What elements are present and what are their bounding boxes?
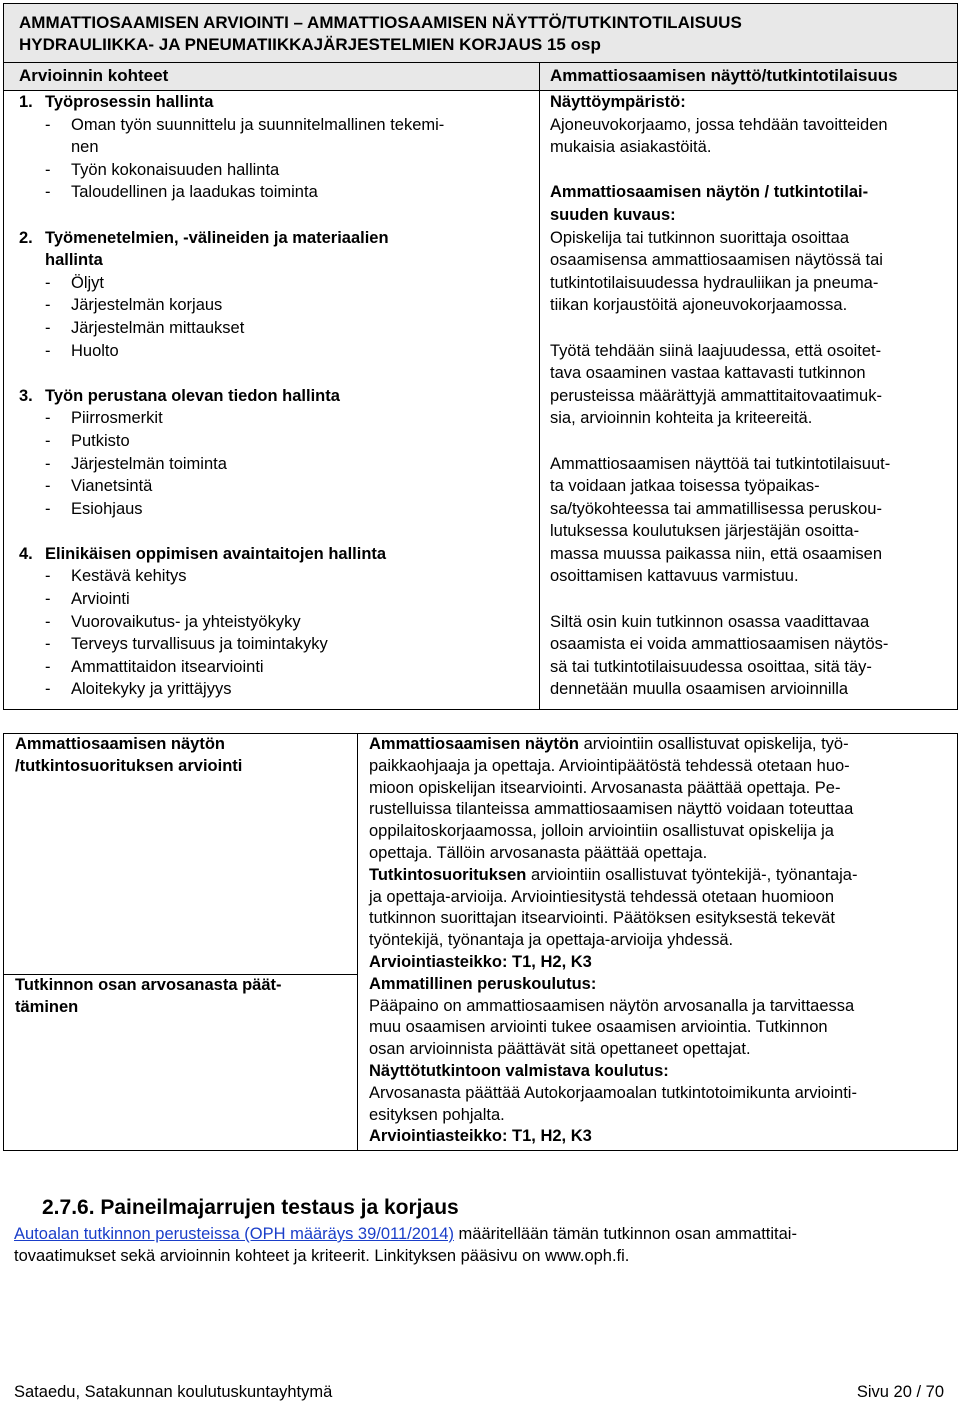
environment-text: Ajoneuvokorjaamo, jossa tehdään tavoitteiden [550,115,888,134]
sub-item: Arviointi [71,590,130,609]
paragraph-line: osan arvioinnista päättävät sitä opettaneet opettajat. [369,1040,751,1059]
environment-text: mukaisia asiakastöitä. [550,138,712,157]
paragraph-text: määritellään tämän tutkinnon osan ammattitai- [453,1225,797,1243]
paragraph-line: ja opettaja-arvioija. Arviointiesitystä tehdessä otetaan huomioon [369,887,835,906]
paragraph-line: arviointiin osallistuvat työntekijä-, työnantaja- [526,865,858,884]
sub-item: Vuorovaikutus- ja yhteistyökyky [71,612,301,631]
header-line-1: AMMATTIOSAAMISEN ARVIOINTI – AMMATTIOSAAMISEN NÄYTTÖ/TUTKINTOTILAISUUS [19,13,742,32]
column-heading-objectives: Arvioinnin kohteet [4,63,540,91]
sub-item: Kestävä kehitys [71,567,187,586]
grade-label: Tutkinnon osan arvosanasta päät- [15,976,282,994]
sub-item: Putkisto [71,431,130,450]
assessment-text-cell [358,734,958,1151]
paragraph-line: tutkinnon suorittajan itsearviointi. Päätöksen esityksestä tekevät [369,909,835,928]
column-heading-demonstration: Ammattiosaamisen näyttö/tutkintotilaisuus [540,63,958,91]
paragraph-text: tovaatimukset sekä arvioinnin kohteet ja kriteerit. Linkityksen pääsivu on www.oph.fi. [14,1247,630,1265]
demonstration-cell [540,91,958,710]
sub-item: Vianetsintä [71,477,153,496]
sub-item: Esiohjaus [71,499,143,518]
item-title: Työmenetelmien, -välineiden ja materiaalien [45,228,389,247]
paragraph-line: ta voidaan jatkaa toisessa työpaikas- [550,477,820,496]
exam-label: Tutkintosuorituksen [369,865,527,884]
item-number: 3. [19,386,33,405]
item-title-continued: hallinta [45,251,103,270]
sub-item: Järjestelmän mittaukset [71,318,245,337]
paragraph-line: Siltä osin kuin tutkinnon osassa vaadittavaa [550,612,870,631]
paragraph-line: Arvosanasta päättää Autokorjaamoalan tutkintotoimikunta arviointi- [369,1083,857,1102]
scale-value: : T1, H2, K3 [501,952,592,971]
sub-item-continued: nen [71,138,99,157]
paragraph-line: perusteissa määrättyjä ammattitaitovaatimuk- [550,386,882,405]
page-number: Sivu 20 / 70 [856,1383,944,1401]
section-heading: 2.7.6. Paineilmajarrujen testaus ja korjaus [42,1196,459,1219]
scale-line: Arviointiasteikko: T1, H2, K3 [369,1127,592,1146]
curriculum-link[interactable]: Autoalan tutkinnon perusteissa (OPH määräys 39/011/2014) [14,1225,454,1243]
footer-organization: Sataedu, Satakunnan koulutuskuntayhtymä [14,1383,333,1401]
sub-item: Aloitekyky ja yrittäjyys [71,680,232,699]
preparatory-label: Näyttötutkintoon valmistava koulutus: [369,1061,669,1080]
objective-item: 3. Työn perustana olevan tiedon hallinta - Piirrosmerkit - Putkisto - Järjestelmän toiminta - Vianetsintä - Esiohjaus [19,386,340,518]
objective-item: 4. Elinikäisen oppimisen avaintaitojen hallinta - Kestävä kehitys - Arviointi - Vuorovaikutus- ja yhteistyökyky - Terveys turvallisuus ja toimintakyky - Ammattitaidon itsearviointi - Aloitekyky ja yrittäjyys [19,544,387,699]
header-line-2: HYDRAULIIKKA- JA PNEUMATIIKKAJÄRJESTELMIEN KORJAUS 15 osp [19,35,601,54]
sub-item: Järjestelmän toiminta [71,454,227,473]
paragraph-line: Työtä tehdään siinä laajuudessa, että osoitet- [550,341,882,360]
sub-item: Järjestelmän korjaus [71,296,223,315]
vocational-label: Ammatillinen peruskoulutus: [369,974,597,993]
demo-label: Ammattiosaamisen näytön [369,735,579,753]
item-title: Työprosessin hallinta [45,93,214,111]
sub-item: Taloudellinen ja laadukas toiminta [71,183,318,202]
sub-item: Ammattitaidon itsearviointi [71,657,264,676]
paragraph-line: paikkaohjaaja ja opettaja. Arviointipäätöstä tehdessä otetaan huo- [369,756,850,775]
paragraph-line: massa muussa paikassa niin, että osaamisen [550,544,882,563]
paragraph-line: mioon opiskelijan itsearviointi. Arvosanasta päättää opettaja. Pe- [369,778,841,797]
grade-label-cell [4,975,358,1151]
item-number: 1. [19,93,33,111]
paragraph-line: osaamisensa ammattiosaamisen näytössä tai [550,251,883,270]
paragraph-line: oppilaitoskorjaamossa, jolloin arviointiin osallistuvat opiskelija ja [369,822,834,841]
section-paragraph [14,1223,954,1267]
paragraph-line: työntekijä, työnantaja ja opettaja-arvioija yhdessä. [369,931,734,950]
paragraph-line: sa/työkohteessa tai ammatillisessa peruskou- [550,499,882,518]
sub-item: Oman työn suunnittelu ja suunnitelmallinen tekemi- [71,115,445,134]
assessment-label-cell [4,734,358,975]
paragraph-line: esityksen pohjalta. [369,1105,505,1124]
sub-item: Terveys turvallisuus ja toimintakyky [71,635,328,654]
scale-label: Arviointiasteikko [369,952,502,971]
objectives-cell [4,91,540,710]
table-header [4,4,958,63]
item-number: 4. [19,544,33,563]
assessment-label: Ammattiosaamisen näytön [15,735,225,753]
description-label: Ammattiosaamisen näytön / tutkintotilai- [550,183,869,202]
paragraph-line: Pääpaino on ammattiosaamisen näytön arvosanalla ja tarvittaessa [369,996,855,1015]
paragraph-line: tutkintotilaisuudessa hydrauliikan ja pneuma- [550,273,879,292]
sub-item: Huolto [71,341,119,360]
paragraph-line: lutuksessa koulutuksen järjestäjän osoitta- [550,522,860,541]
grade-label: täminen [15,997,79,1016]
paragraph-line: osoittamisen kattavuus varmistuu. [550,567,799,586]
paragraph-line: arviointiin osallistuvat opiskelija, työ- [578,735,849,753]
paragraph-line: muu osaamisen arviointi tukee osaamisen arviointia. Tutkinnon [369,1018,828,1037]
paragraph-line: sä tai tutkintotilaisuudessa osoittaa, sitä täy- [550,657,872,676]
sub-item: Piirrosmerkit [71,409,163,428]
objective-item: 1. Työprosessin hallinta - Oman työn suunnittelu ja suunnitelmallinen tekemi- nen - Työn kokonaisuuden hallinta - Taloudellinen ja laadukas toiminta [19,93,445,202]
paragraph-line: sia, arvioinnin kohteita ja kriteereitä. [550,409,813,428]
sub-item: Työn kokonaisuuden hallinta [71,160,280,179]
paragraph-line: tiikan korjaustöitä ajoneuvokorjaamossa. [550,296,848,315]
assessment-decision-table [3,733,958,1151]
sub-item: Öljyt [71,273,104,292]
paragraph-line: rustelluissa tilanteissa ammattiosaamisen näyttö voidaan toteuttaa [369,800,854,819]
assessment-label: /tutkintosuorituksen arviointi [15,756,243,775]
environment-label: Näyttöympäristö: [550,93,686,111]
item-title: Työn perustana olevan tiedon hallinta [45,386,340,405]
objective-item: 2. Työmenetelmien, -välineiden ja materiaalien hallinta - Öljyt - Järjestelmän korjaus - Järjestelmän mittaukset - Huolto [19,228,389,360]
paragraph-line: osaamista ei voida ammattiosaamisen näytös- [550,635,889,654]
paragraph-line: dennetään muulla osaamisen arvioinnilla [550,680,849,699]
paragraph-line: opettaja. Tällöin arvosanasta päättää opettaja. [369,843,708,862]
item-title: Elinikäisen oppimisen avaintaitojen hallinta [45,544,387,563]
assessment-criteria-table [3,3,958,710]
description-label: suuden kuvaus: [550,205,676,224]
paragraph-line: Opiskelija tai tutkinnon suorittaja osoittaa [550,228,849,247]
item-number: 2. [19,228,33,247]
paragraph-line: Ammattiosaamisen näyttöä tai tutkintotilaisuut- [550,454,891,473]
paragraph-line: tava osaaminen vastaa kattavasti tutkinnon [550,364,866,383]
